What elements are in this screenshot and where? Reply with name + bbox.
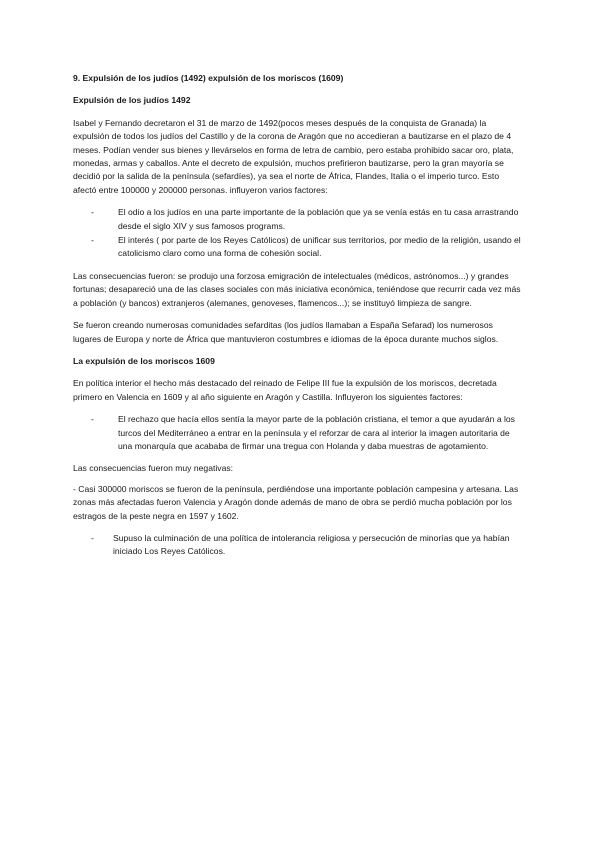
list-item-text: Supuso la culminación de una política de intolerancia religiosa y persecución de minorías que ya habían iniciado Los Reyes Católicos. bbox=[113, 532, 510, 557]
list-judios-factors bbox=[73, 206, 521, 261]
bullet-dash: - bbox=[91, 414, 94, 425]
paragraph-moriscos-consequences-intro: Las consecuencias fueron muy negativas: bbox=[73, 463, 234, 474]
section-heading-moriscos: La expulsión de los moriscos 1609 bbox=[73, 355, 215, 366]
bullet-dash: - bbox=[91, 532, 94, 543]
paragraph-moriscos-intro: En política interior el hecho más destacado del reinado de Felipe III fue la expulsión de los moriscos, decretada primero en Valencia en 1609 y al año siguiente en Aragón y Castilla. Influyeron los siguientes factores: bbox=[73, 378, 497, 402]
list-item bbox=[73, 234, 521, 261]
list-item bbox=[73, 413, 521, 453]
list-moriscos-consequences bbox=[73, 532, 521, 559]
paragraph-moriscos-consequence-1: - Casi 300000 moriscos se fueron de la península, perdiéndose una importante población campesina y artesana. Las zonas más afectadas fueron Valencia y Aragón donde además de mano de obra se perdió mucha población por los estragos de la peste negra en 1597 y 1602. bbox=[73, 483, 519, 521]
list-item-text: El rechazo que hacía ellos sentía la mayor parte de la población cristiana, el temor a que ayudarán a los turcos del Mediterráneo a entrar en la península y el reforzar de cara al interior la imagen autoritaria de una monarquía que acababa de firmar una tregua con Holanda y daba muestras de agotamiento. bbox=[118, 414, 515, 451]
paragraph-judios-consequences: Las consecuencias fueron: se produjo una forzosa emigración de intelectuales (médicos, astrónomos...) y grandes fortunas; desapareció una de las clases sociales con más iniciativa económica, teniéndose que recurrir cada vez más a población (y bancos) extranjeros (alemanes, genoveses, flamencos...); se instituyó limpieza de sangre. bbox=[73, 270, 521, 308]
list-item-text: El odio a los judíos en una parte importante de la población que ya se venía estás en tu casa arrastrando desde el siglo XIV y sus famosos programs. bbox=[118, 207, 519, 231]
list-moriscos-factors bbox=[73, 413, 521, 453]
paragraph-judios-intro: Isabel y Fernando decretaron el 31 de marzo de 1492(pocos meses después de la conquista de Granada) la expulsión de todos los judíos del Castillo y de la corona de Aragón que no accedieran a bautizarse en el plazo de 4 meses. Podían vender sus bienes y llevárselos en forma de letra de cambio, pero estaba prohibido sacar oro, plata, monedas, armas y caballos. Ante el decreto de expulsión, muchos prefirieron bautizarse, pero la gran mayoría se decidió por la salida de la península (sefardíes), ya sea el norte de África, Flandes, Italia o el imperio turco. Esto afectó entre 100000 y 200000 personas. influyeron varios factores: bbox=[73, 117, 514, 195]
section-heading-judios: Expulsión de los judíos 1492 bbox=[73, 95, 191, 106]
list-item bbox=[73, 532, 521, 559]
list-item bbox=[73, 206, 521, 233]
paragraph-sefardies: Se fueron creando numerosas comunidades sefarditas (los judíos llamaban a España Sefarad) los numerosos lugares de Europa y norte de África que mantuvieron costumbres e idiomas de la época durante muchos siglos. bbox=[73, 320, 499, 344]
bullet-dash: - bbox=[91, 235, 94, 246]
document-title: 9. Expulsión de los judíos (1492) expulsión de los moriscos (1609) bbox=[73, 73, 344, 83]
bullet-dash: - bbox=[91, 207, 94, 218]
list-item-text: El interés ( por parte de los Reyes Católicos) de unificar sus territorios, por medio de la religión, usando el catolicismo claro como una forma de cohesión social. bbox=[118, 235, 521, 259]
